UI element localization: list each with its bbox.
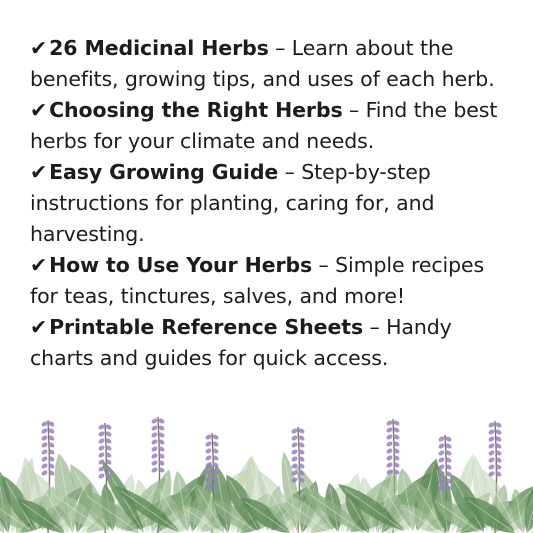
feature-item xyxy=(30,95,505,157)
feature-title: How to Use Your Herbs xyxy=(49,253,313,277)
lavender-blossom xyxy=(41,441,49,448)
feature-description: Step-by-step instructions for planting, caring for, and harvesting. xyxy=(30,160,435,246)
lavender-blossom xyxy=(386,419,394,426)
herb-leaves xyxy=(0,450,533,533)
lavender-blossom xyxy=(151,459,159,466)
lavender-blossom xyxy=(488,442,496,449)
feature-description: Learn about the benefits, growing tips, and uses of each herb. xyxy=(30,36,495,91)
lavender-blossom xyxy=(151,431,159,438)
lavender-blossom xyxy=(205,454,213,461)
checkmark-icon: ✔ xyxy=(30,36,48,60)
lavender-blossom xyxy=(488,435,496,442)
feature-item xyxy=(30,312,505,374)
lavender-blossom xyxy=(438,456,446,463)
lavender-blossom xyxy=(41,448,49,455)
lavender-blossom xyxy=(386,454,394,461)
feature-item xyxy=(30,157,505,250)
lavender-blossom xyxy=(488,449,496,456)
lavender-blossom xyxy=(98,437,106,444)
checkmark-icon: ✔ xyxy=(30,160,48,184)
lavender-blossom xyxy=(488,421,496,428)
lavender-blossom xyxy=(488,456,496,463)
lavender-blossom xyxy=(488,428,496,435)
lavender-blossom xyxy=(205,447,213,454)
lavender-blossom xyxy=(438,435,446,442)
lavender-blossom xyxy=(151,445,159,452)
lavender-blossom xyxy=(386,461,394,468)
feature-separator: – xyxy=(278,160,302,184)
feature-separator: – xyxy=(312,253,336,277)
feature-separator: – xyxy=(268,36,292,60)
lavender-blossom xyxy=(386,440,394,447)
lavender-blossom xyxy=(98,430,106,437)
lavender-blossom xyxy=(205,433,213,440)
lavender-blossom xyxy=(41,434,49,441)
lavender-blossom xyxy=(151,417,159,424)
lavender-blossom xyxy=(41,462,49,469)
lavender-blossom xyxy=(386,433,394,440)
lavender-blossom xyxy=(151,438,159,445)
lavender-blossom xyxy=(291,441,299,448)
feature-item xyxy=(30,250,505,312)
feature-separator: – xyxy=(363,315,387,339)
herb-border-illustration xyxy=(0,405,533,533)
lavender-blossom xyxy=(151,452,159,459)
lavender-blossom xyxy=(98,444,106,451)
lavender-blossom xyxy=(386,447,394,454)
feature-list xyxy=(30,33,505,374)
lavender-blossom xyxy=(438,449,446,456)
lavender-blossom xyxy=(151,424,159,431)
feature-description: Simple recipes for teas, tinctures, salves, and more! xyxy=(30,253,485,308)
lavender-blossom xyxy=(98,423,106,430)
checkmark-icon: ✔ xyxy=(30,315,48,339)
feature-description: Find the best herbs for your climate and needs. xyxy=(30,98,498,153)
lavender-blossom xyxy=(41,420,49,427)
lavender-blossom xyxy=(41,427,49,434)
lavender-blossom xyxy=(386,426,394,433)
lavender-blossom xyxy=(98,472,106,479)
feature-description: Handy charts and guides for quick access. xyxy=(30,315,452,370)
lavender-blossom xyxy=(488,463,496,470)
feature-title: Easy Growing Guide xyxy=(49,160,279,184)
lavender-blossom xyxy=(291,427,299,434)
lavender-blossom xyxy=(41,469,49,476)
lavender-blossom xyxy=(291,434,299,441)
lavender-blossom xyxy=(151,466,159,473)
lavender-blossom xyxy=(291,455,299,462)
lavender-blossom xyxy=(438,442,446,449)
lavender-blossom xyxy=(41,455,49,462)
feature-title: Choosing the Right Herbs xyxy=(49,98,343,122)
feature-title: Printable Reference Sheets xyxy=(49,315,364,339)
feature-item xyxy=(30,33,505,95)
feature-separator: – xyxy=(342,98,366,122)
lavender-blossom xyxy=(98,451,106,458)
lavender-blossom xyxy=(205,440,213,447)
checkmark-icon: ✔ xyxy=(30,98,48,122)
lavender-blossom xyxy=(291,448,299,455)
checkmark-icon: ✔ xyxy=(30,253,48,277)
feature-title: 26 Medicinal Herbs xyxy=(49,36,269,60)
